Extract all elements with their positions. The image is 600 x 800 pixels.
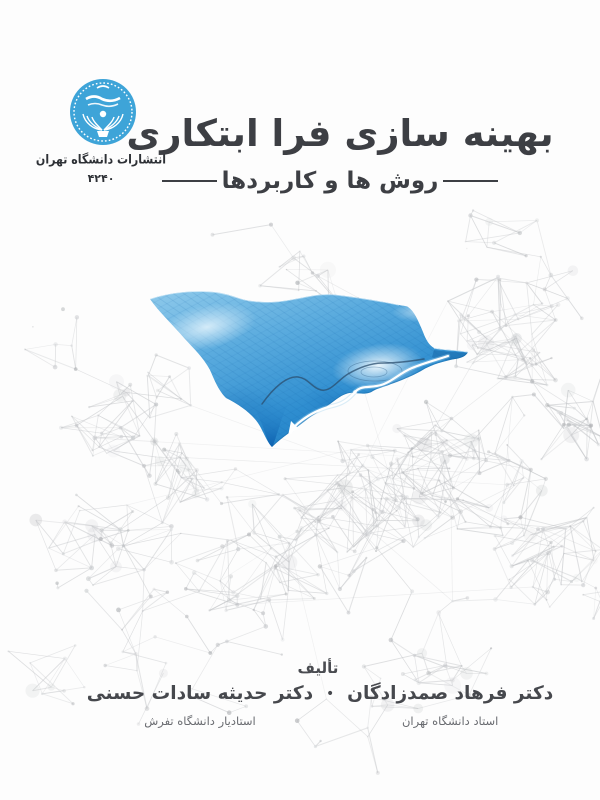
press-number: ۴۲۴۰ — [87, 172, 115, 185]
author-name-2: دکتر حدیثه سادات حسنی — [86, 683, 314, 704]
book-title: بهینه سازی فرا ابتکاری — [126, 112, 554, 155]
author-separator-bullet: • — [326, 685, 335, 702]
author-name-1: دکتر فرهاد صمدزادگان — [347, 683, 554, 704]
byline-label: تألیف — [297, 659, 339, 677]
author-affiliation-1: استاد دانشگاه تهران — [401, 714, 499, 728]
author-affiliation-2: استادیار دانشگاه تفرش — [144, 714, 256, 728]
subtitle-line-right — [443, 180, 498, 182]
press-name: انتشارات دانشگاه تهران — [35, 151, 167, 167]
subtitle-line-left — [162, 180, 217, 182]
book-subtitle: روش ها و کاربردها — [221, 168, 439, 194]
book-subtitle-row — [60, 168, 600, 194]
authors-block — [0, 683, 600, 728]
